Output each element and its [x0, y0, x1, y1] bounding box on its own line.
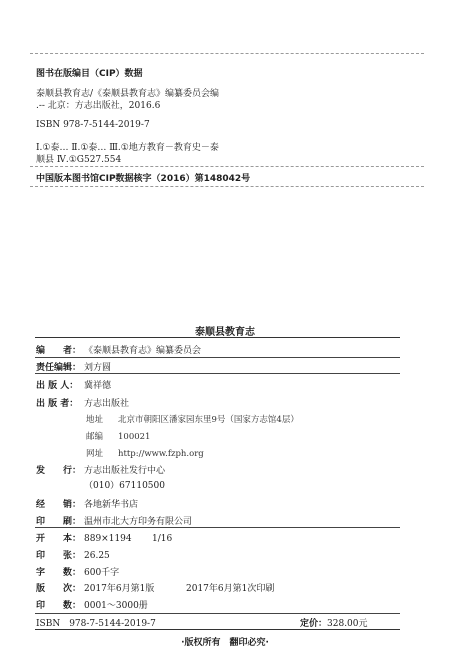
- cip-classification-line-1: Ⅰ.①泰… Ⅱ.①泰… Ⅲ.①地方教育－教育史－泰: [36, 143, 219, 153]
- responsible-editor-label: 责任编辑：: [36, 363, 82, 373]
- sheets-row: [36, 548, 110, 561]
- publisher-row: [36, 396, 129, 409]
- printer-row: [36, 514, 192, 527]
- cip-mid-dashed-rule: [30, 166, 424, 167]
- price: [300, 616, 368, 629]
- website-label: 网址: [86, 449, 104, 459]
- divider: [35, 357, 400, 358]
- publisher-person-value: 冀祥德: [84, 381, 112, 391]
- format-label: 开 本：: [36, 534, 82, 544]
- words-row: [36, 565, 119, 578]
- postcode-label: 邮编: [86, 432, 104, 442]
- print-run-label: 印 数：: [36, 601, 82, 611]
- divider: [35, 613, 400, 614]
- format-value: 889×1194: [84, 534, 132, 544]
- edition-label: 版 次：: [36, 584, 82, 594]
- divider: [35, 373, 400, 374]
- isbn-row: ISBN 978-7-5144-2019-7: [36, 619, 156, 629]
- editor-value: 《泰顺县教育志》编纂委员会: [84, 346, 202, 356]
- distribution-row: [36, 463, 165, 476]
- cip-data-number: 中国版本图书馆CIP数据核字（2016）第148042号: [36, 174, 251, 184]
- print-run-row: [36, 598, 148, 611]
- publisher-value: 方志出版社: [84, 399, 130, 409]
- distribution-value: 方志出版社发行中心: [84, 466, 166, 476]
- words-value: 600千字: [84, 568, 120, 578]
- publisher-postcode: [86, 430, 150, 442]
- edition-row: [36, 581, 274, 594]
- cip-top-dashed-rule: [30, 53, 424, 54]
- cip-classification-line-2: 顺县 Ⅳ.①G527.554: [36, 155, 122, 165]
- postcode-value: 100021: [118, 432, 151, 442]
- rights-notice: ·版权所有 翻印必究·: [181, 638, 269, 648]
- format-fold: 1/16: [152, 534, 173, 544]
- price-value: 328.00元: [327, 619, 368, 629]
- book-title: 泰顺县教育志: [195, 327, 255, 338]
- editor-row: [36, 343, 201, 356]
- cip-title-line: 泰顺县教育志/《泰顺县教育志》编纂委员会编: [36, 89, 220, 99]
- words-label: 字 数：: [36, 568, 82, 578]
- publisher-address: [86, 413, 299, 425]
- edition-value: 2017年6月第1版: [84, 584, 155, 594]
- printing-value: 2017年6月第1次印刷: [186, 584, 275, 594]
- cip-heading: 图书在版编目（CIP）数据: [36, 69, 143, 79]
- print-run-value: 0001～3000册: [84, 601, 148, 611]
- cip-bottom-dashed-rule: [30, 186, 424, 187]
- cip-isbn: ISBN 978-7-5144-2019-7: [36, 120, 150, 130]
- printer-label: 印 刷：: [36, 517, 82, 527]
- bottom-rule: [35, 629, 400, 630]
- website-value: http://www.fzph.org: [118, 449, 204, 459]
- format-row: [36, 531, 172, 544]
- publisher-label: 出 版 者：: [36, 399, 79, 409]
- sales-label: 经 销：: [36, 500, 82, 510]
- responsible-editor-row: [36, 360, 111, 373]
- sales-row: [36, 497, 138, 510]
- printer-value: 温州市北大方印务有限公司: [84, 517, 193, 527]
- responsible-editor-value: 刘方圆: [84, 363, 112, 373]
- address-value: 北京市朝阳区潘家园东里9号（国家方志馆4层）: [118, 415, 299, 425]
- sales-value: 各地新华书店: [84, 500, 139, 510]
- publisher-person-label: 出 版 人：: [36, 381, 79, 391]
- address-label: 地址: [86, 415, 104, 425]
- sheets-value: 26.25: [84, 551, 110, 561]
- editor-label: 编 者：: [36, 346, 82, 356]
- price-label: 定价：: [300, 619, 328, 629]
- publisher-website: [86, 447, 204, 459]
- sheets-label: 印 张：: [36, 551, 82, 561]
- distribution-label: 发 行：: [36, 466, 82, 476]
- divider: [35, 527, 400, 528]
- publisher-person-row: [36, 378, 111, 391]
- title-rule: [35, 337, 400, 338]
- distribution-phone: （010）67110500: [84, 481, 165, 491]
- cip-imprint-line: .-- 北京：方志出版社，2016.6: [36, 101, 161, 111]
